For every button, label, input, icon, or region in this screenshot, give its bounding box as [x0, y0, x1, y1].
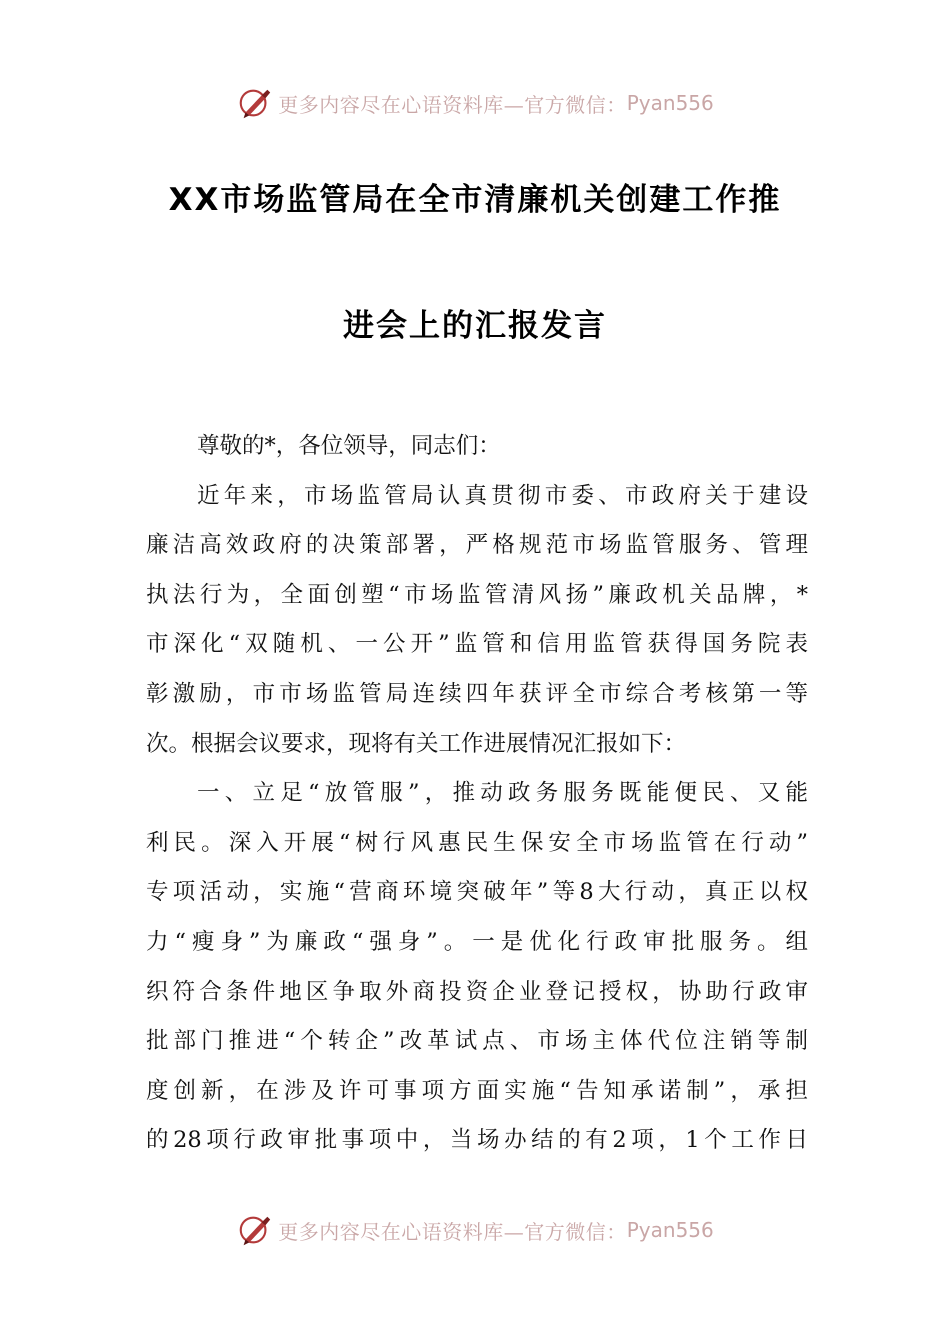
body-line: 市深化“双随机、一公开”监管和信用监管获得国务院表 [146, 631, 808, 658]
document-body [146, 422, 808, 1166]
body-line: 织符合条件地区争取外商投资企业登记授权，协助行政审 [146, 978, 808, 1005]
body-line: 批部门推进“个转企”改革试点、市场主体代位注销等制 [146, 1028, 808, 1055]
banner-text: 更多内容尽在心语资料库—官方微信： [278, 92, 627, 117]
body-line: 执法行为，全面创塑“市场监管清风扬”廉政机关品牌，* [146, 581, 808, 608]
body-line: 度创新，在涉及许可事项方面实施“告知承诺制”，承担 [146, 1077, 808, 1104]
body-line: 一、立足“放管服”，推动政务服务既能便民、又能 [197, 780, 808, 807]
body-line: 利民。深入开展“树行风惠民生保安全市场监管在行动” [146, 829, 808, 856]
document-title-line-2: 进会上的汇报发言 [343, 308, 607, 344]
banner-wechat-id: Pyan556 [626, 1218, 714, 1242]
body-line: 次。根据会议要求，现将有关工作进展情况汇报如下： [146, 730, 687, 757]
header-banner [0, 80, 950, 126]
document-title-line-1: XX市场监管局在全市清廉机关创建工作推 [168, 182, 782, 218]
body-line: 廉洁高效政府的决策部署，严格规范市场监管服务、管理 [146, 532, 808, 559]
banner-wechat-id: Pyan556 [626, 91, 714, 115]
body-line: 力“瘦身”为廉政“强身”。一是优化行政审批服务。组 [146, 928, 808, 955]
pen-logo-icon [236, 1211, 274, 1249]
body-line: 专项活动，实施“营商环境突破年”等8大行动，真正以权 [146, 879, 808, 906]
footer-banner [0, 1207, 950, 1253]
body-line: 彰激励，市市场监管局连续四年获评全市综合考核第一等 [146, 680, 808, 707]
banner-text: 更多内容尽在心语资料库—官方微信： [278, 1219, 627, 1244]
body-line: 近年来，市场监管局认真贯彻市委、市政府关于建设 [197, 482, 808, 509]
body-line: 的28项行政审批事项中，当场办结的有2项，1个工作日 [146, 1127, 808, 1154]
salutation-line: 尊敬的*，各位领导，同志们： [197, 433, 501, 459]
pen-logo-icon [236, 84, 274, 122]
